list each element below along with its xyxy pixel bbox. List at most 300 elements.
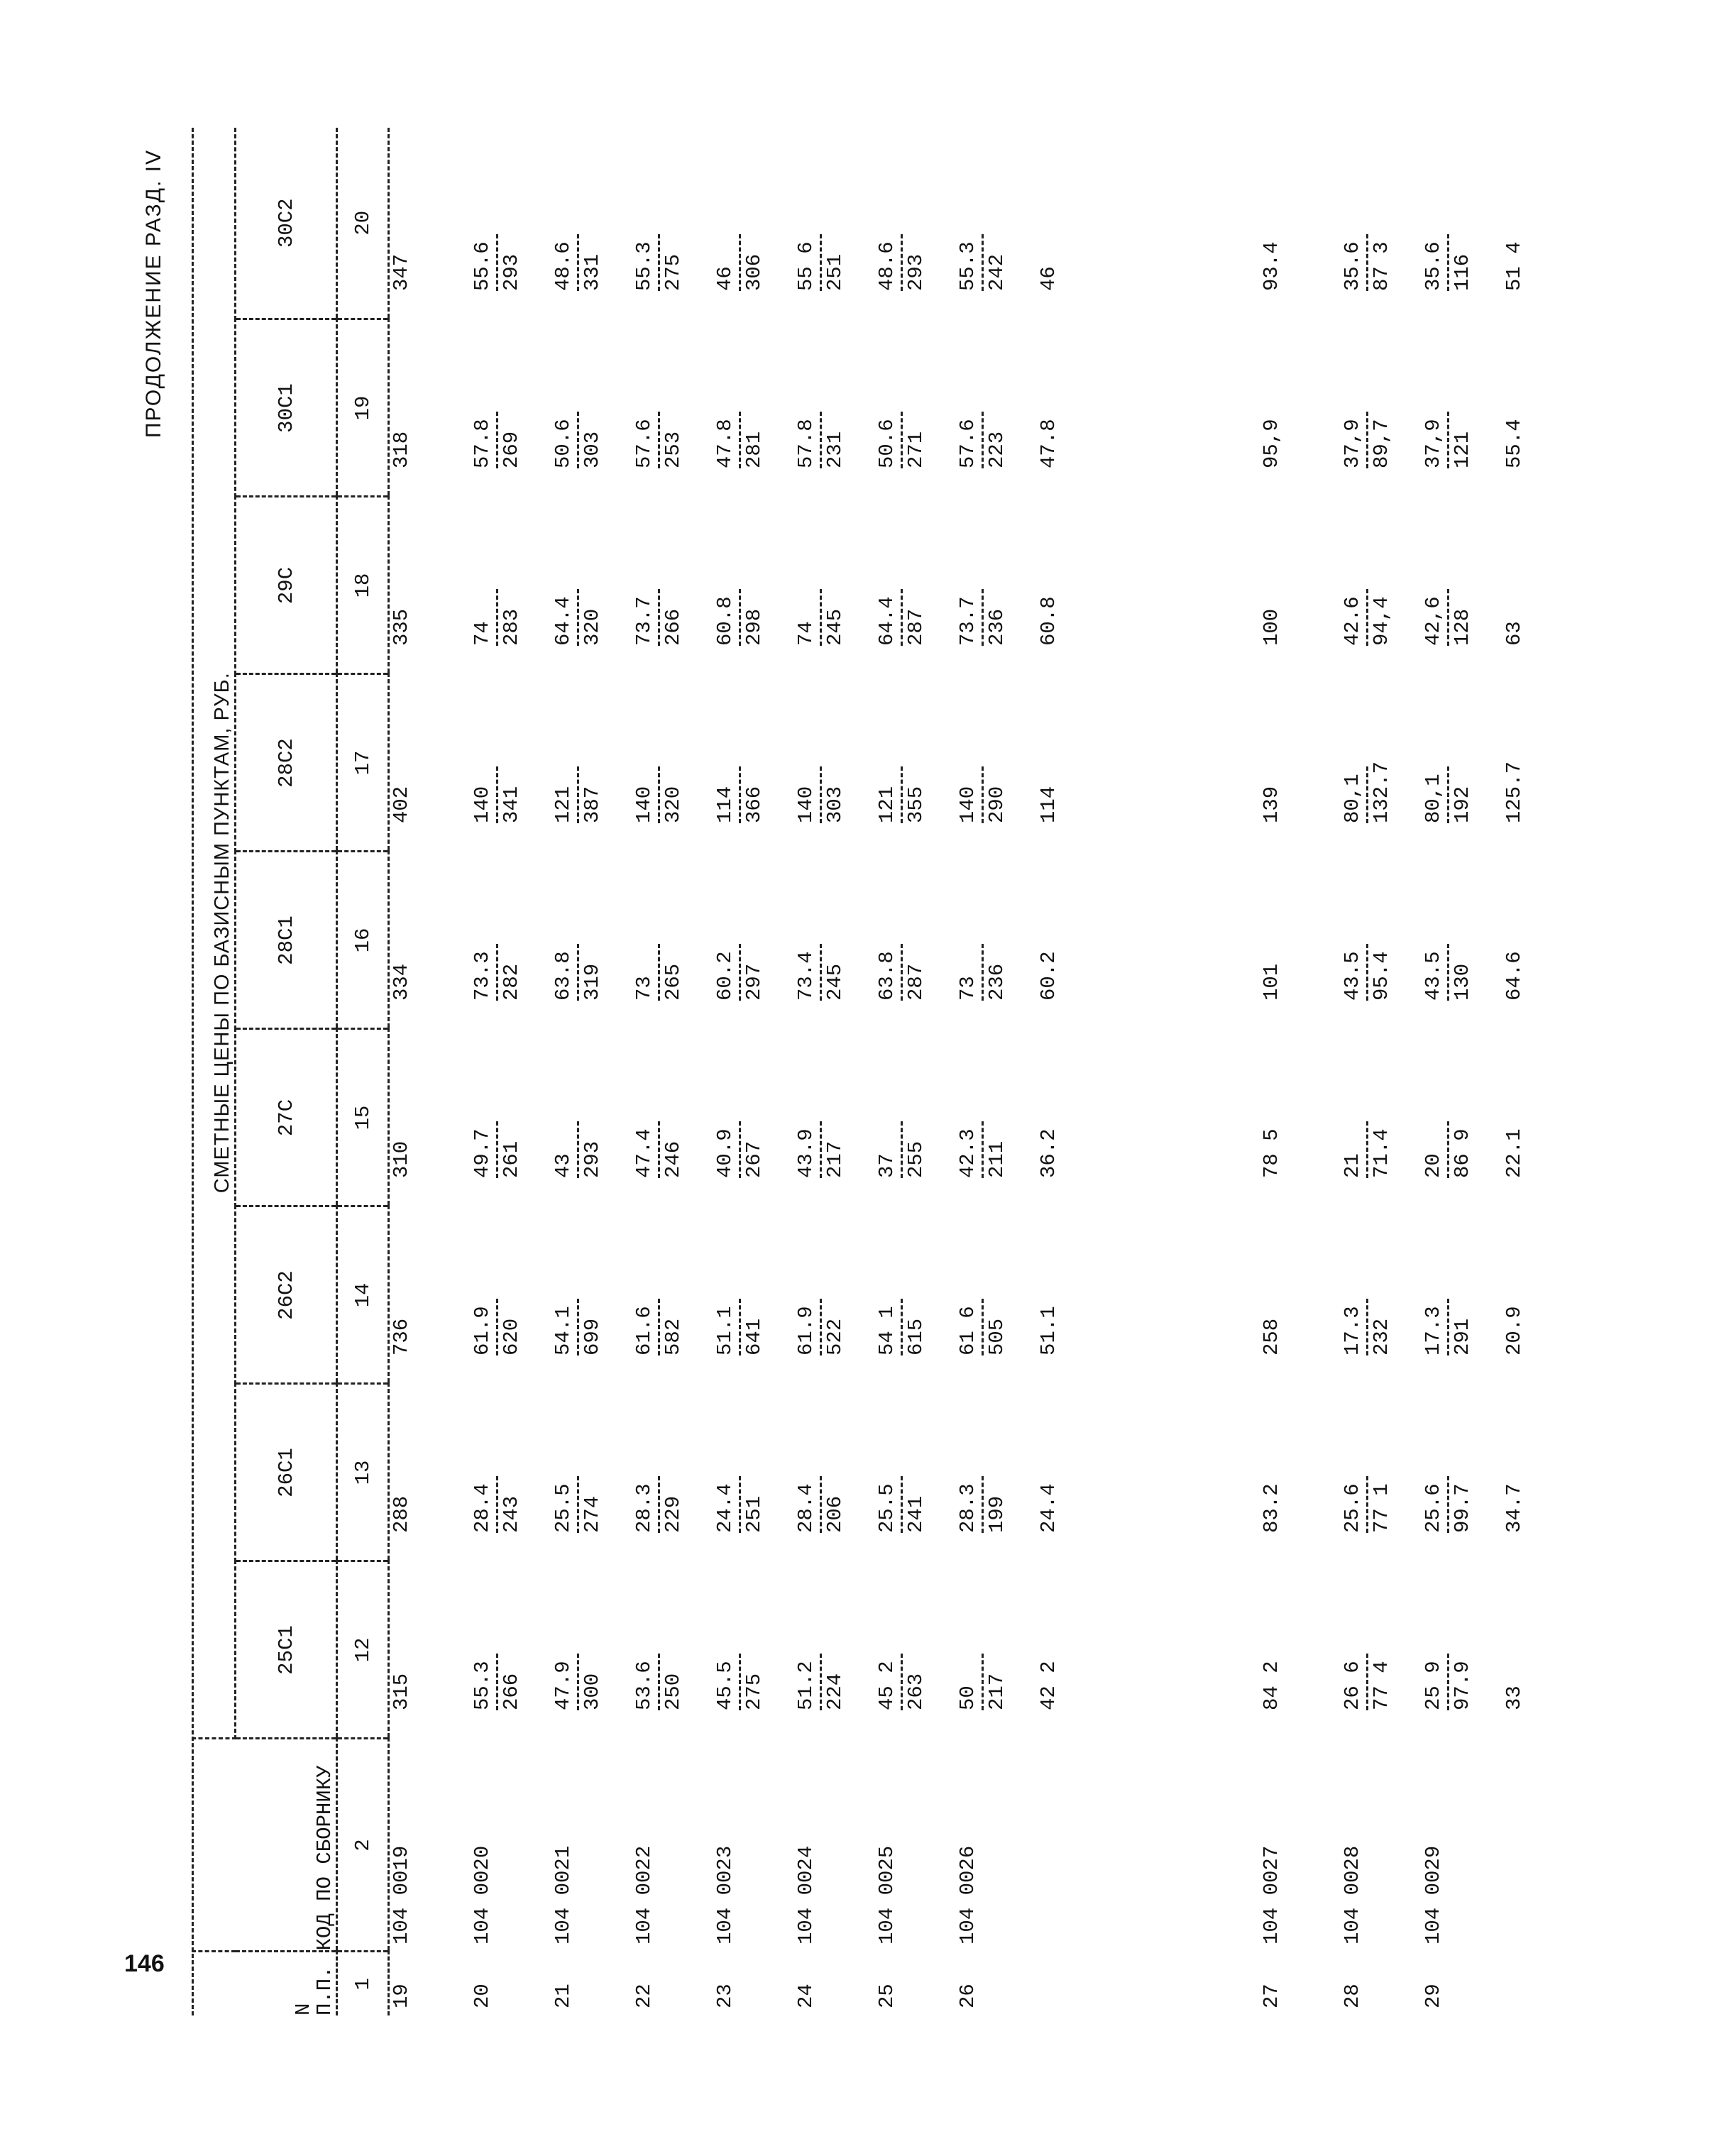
row-code: 104 0023 <box>713 1845 737 1945</box>
price-cell <box>1037 319 1118 497</box>
price-numerator: 17.3 <box>1422 1306 1445 1355</box>
price-denominator: 269 <box>500 431 523 468</box>
price-cell <box>551 1561 632 1739</box>
price-numerator: 42,6 <box>1422 596 1445 646</box>
row-code <box>1037 1739 1118 1952</box>
price-denominator: 281 <box>742 431 766 468</box>
price-numerator: 80,1 <box>1341 774 1364 823</box>
price-denominator: 87 3 <box>1370 241 1393 291</box>
price-denominator: 94,4 <box>1370 596 1393 646</box>
price-cell <box>875 1206 956 1384</box>
price-denominator: 263 <box>904 1673 928 1710</box>
column-number: 12 <box>337 1561 389 1739</box>
price-cell <box>1037 128 1118 319</box>
price-numerator: 25.6 <box>1422 1483 1445 1533</box>
price-cell <box>1341 1561 1422 1739</box>
continuation-heading: ПРОДОЛЖЕНИЕ РАЗД. IV <box>142 149 165 439</box>
price-cell <box>956 319 1037 497</box>
price-value: 335 <box>390 608 413 646</box>
column-header: 30С1 <box>236 319 337 497</box>
row-number: 20 <box>471 1984 494 2008</box>
price-numerator: 140 <box>632 786 656 823</box>
price-value: 36.2 <box>1037 1128 1060 1178</box>
price-denominator: 291 <box>1451 1318 1474 1355</box>
price-numerator: 28.3 <box>956 1483 979 1533</box>
row-number: 23 <box>713 1984 737 2008</box>
price-denominator: 641 <box>742 1318 766 1355</box>
price-cell <box>1502 1561 1583 1739</box>
price-cell <box>632 128 713 319</box>
price-numerator: 47.8 <box>713 419 737 468</box>
price-numerator: 140 <box>956 786 979 823</box>
price-numerator: 50.6 <box>875 419 899 468</box>
price-value: 64.6 <box>1502 951 1526 1001</box>
price-value: 20.9 <box>1502 1306 1526 1355</box>
price-numerator: 61.9 <box>794 1306 818 1355</box>
price-denominator: 224 <box>823 1673 847 1710</box>
price-numerator: 54 1 <box>875 1306 899 1355</box>
price-table <box>192 128 1583 2015</box>
price-denominator: 275 <box>742 1673 766 1710</box>
price-value: 63 <box>1502 621 1526 646</box>
price-denominator: 206 <box>823 1495 847 1533</box>
column-number: 2 <box>337 1739 389 1952</box>
price-value: 51 4 <box>1502 241 1526 291</box>
price-numerator: 47.4 <box>632 1128 656 1178</box>
price-cell <box>794 674 875 852</box>
row-number: 21 <box>551 1984 575 2008</box>
price-cell <box>389 852 471 1029</box>
price-cell <box>875 674 956 852</box>
table-row <box>389 128 471 2015</box>
price-denominator: 116 <box>1451 253 1474 291</box>
column-header: 26С1 <box>236 1384 337 1561</box>
price-numerator: 25.5 <box>551 1483 575 1533</box>
row-number: 26 <box>956 1984 979 2008</box>
row-code: 104 0019 <box>390 1845 413 1945</box>
price-numerator: 28.3 <box>632 1483 656 1533</box>
price-denominator: 319 <box>581 963 604 1001</box>
price-cell <box>1260 128 1341 319</box>
price-cell <box>389 1029 471 1206</box>
price-denominator: 86 9 <box>1451 1128 1474 1178</box>
column-number: 16 <box>337 852 389 1029</box>
column-header: 29С <box>236 497 337 674</box>
price-numerator: 49.7 <box>471 1128 494 1178</box>
row-number: 29 <box>1422 1984 1445 2008</box>
price-cell <box>713 1029 794 1206</box>
column-number: 15 <box>337 1029 389 1206</box>
price-numerator: 21 <box>1341 1153 1364 1178</box>
price-value: 47.8 <box>1037 419 1060 468</box>
price-value: 402 <box>390 786 413 823</box>
price-numerator: 63.8 <box>551 951 575 1001</box>
price-cell <box>713 128 794 319</box>
price-cell <box>875 497 956 674</box>
price-value: 100 <box>1260 608 1283 646</box>
price-denominator: 71.4 <box>1370 1128 1393 1178</box>
price-cell <box>875 852 956 1029</box>
price-value: 55.4 <box>1502 419 1526 468</box>
price-numerator: 42.6 <box>1341 596 1364 646</box>
price-cell <box>389 128 471 319</box>
price-cell <box>875 319 956 497</box>
price-numerator: 57.6 <box>956 419 979 468</box>
table-row <box>1341 128 1422 2015</box>
price-cell <box>632 1029 713 1206</box>
price-denominator: 293 <box>500 253 523 291</box>
price-cell <box>1037 1561 1118 1739</box>
price-value: 22.1 <box>1502 1128 1526 1178</box>
price-numerator: 37,9 <box>1341 419 1364 468</box>
row-code <box>1502 1739 1583 1952</box>
price-numerator: 43.5 <box>1422 951 1445 1001</box>
price-numerator: 73.3 <box>471 951 494 1001</box>
column-number: 14 <box>337 1206 389 1384</box>
price-numerator: 25.6 <box>1341 1483 1364 1533</box>
price-numerator: 48.6 <box>875 241 899 291</box>
code-header: КОД ПО СБОРНИКУ <box>192 1739 337 1952</box>
row-number: 28 <box>1341 1984 1364 2008</box>
price-cell <box>1341 1029 1422 1206</box>
price-denominator: 250 <box>661 1673 685 1710</box>
price-numerator: 73.4 <box>794 951 818 1001</box>
price-cell <box>1502 1206 1583 1384</box>
price-cell <box>956 128 1037 319</box>
price-denominator: 355 <box>904 786 928 823</box>
price-cell <box>1037 852 1118 1029</box>
price-value: 78 5 <box>1260 1128 1283 1178</box>
price-cell <box>1502 1384 1583 1561</box>
price-denominator: 522 <box>823 1318 847 1355</box>
price-cell <box>1260 1206 1341 1384</box>
price-denominator: 287 <box>904 608 928 646</box>
row-code: 104 0020 <box>471 1845 494 1945</box>
price-cell <box>471 319 551 497</box>
price-value: 101 <box>1260 963 1283 1001</box>
price-denominator: 243 <box>500 1495 523 1533</box>
price-numerator: 60.8 <box>713 596 737 646</box>
price-numerator: 35.6 <box>1422 241 1445 291</box>
price-denominator: 89,7 <box>1370 419 1393 468</box>
price-numerator: 24.4 <box>713 1483 737 1533</box>
price-denominator: 306 <box>742 253 766 291</box>
rotated-table-frame <box>142 128 1526 2015</box>
price-denominator: 290 <box>985 786 1009 823</box>
table-row <box>471 128 551 2015</box>
price-value: 318 <box>390 431 413 468</box>
row-code: 104 0022 <box>632 1845 656 1945</box>
price-denominator: 283 <box>500 608 523 646</box>
price-numerator: 26 6 <box>1341 1661 1364 1710</box>
price-cell <box>551 1384 632 1561</box>
price-cell <box>794 1029 875 1206</box>
price-denominator: 130 <box>1451 963 1474 1001</box>
price-numerator: 43.9 <box>794 1128 818 1178</box>
price-numerator: 64.4 <box>875 596 899 646</box>
price-denominator: 241 <box>904 1495 928 1533</box>
price-numerator: 74 <box>794 621 818 646</box>
price-denominator: 303 <box>581 431 604 468</box>
price-cell <box>1341 128 1422 319</box>
price-denominator: 275 <box>661 253 685 291</box>
price-cell <box>551 1206 632 1384</box>
price-denominator: 236 <box>985 963 1009 1001</box>
price-numerator: 73 <box>632 976 656 1001</box>
price-cell <box>471 1384 551 1561</box>
column-header: 25С1 <box>236 1561 337 1739</box>
price-cell <box>1502 674 1583 852</box>
price-numerator: 61 6 <box>956 1306 979 1355</box>
price-cell <box>632 1561 713 1739</box>
price-cell <box>713 319 794 497</box>
price-cell <box>632 674 713 852</box>
price-cell <box>551 674 632 852</box>
price-cell <box>1037 1206 1118 1384</box>
price-value: 334 <box>390 963 413 1001</box>
price-cell <box>875 1561 956 1739</box>
price-cell <box>1422 852 1502 1029</box>
price-cell <box>551 319 632 497</box>
price-numerator: 43 <box>551 1153 575 1178</box>
row-number: 19 <box>390 1984 413 2008</box>
price-value: 315 <box>390 1673 413 1710</box>
price-cell <box>713 1561 794 1739</box>
price-value: 125.7 <box>1502 761 1526 823</box>
price-cell <box>794 1384 875 1561</box>
price-cell <box>1422 674 1502 852</box>
row-number: 27 <box>1260 1984 1283 2008</box>
price-denominator: 282 <box>500 963 523 1001</box>
price-value: 60.2 <box>1037 951 1060 1001</box>
price-value: 736 <box>390 1318 413 1355</box>
column-header: 30С2 <box>236 128 337 319</box>
price-cell <box>1341 674 1422 852</box>
price-cell <box>551 852 632 1029</box>
price-denominator: 77 1 <box>1370 1483 1393 1533</box>
table-row <box>1037 128 1118 2015</box>
price-denominator: 245 <box>823 608 847 646</box>
price-cell <box>956 852 1037 1029</box>
price-denominator: 231 <box>823 431 847 468</box>
price-numerator: 55.3 <box>956 241 979 291</box>
price-denominator: 253 <box>661 431 685 468</box>
row-number <box>1037 1952 1118 2015</box>
price-denominator: 287 <box>904 963 928 1001</box>
price-denominator: 255 <box>904 1140 928 1178</box>
price-cell <box>713 1206 794 1384</box>
price-denominator: 192 <box>1451 786 1474 823</box>
price-denominator: 217 <box>985 1673 1009 1710</box>
price-denominator: 236 <box>985 608 1009 646</box>
price-denominator: 223 <box>985 431 1009 468</box>
price-denominator: 266 <box>500 1673 523 1710</box>
price-numerator: 37,9 <box>1422 419 1445 468</box>
price-cell <box>1341 1384 1422 1561</box>
price-cell <box>875 1029 956 1206</box>
price-cell <box>1037 1384 1118 1561</box>
price-cell <box>956 1206 1037 1384</box>
price-numerator: 73.7 <box>632 596 656 646</box>
row-code: 104 0029 <box>1422 1845 1445 1945</box>
price-cell <box>389 1561 471 1739</box>
price-numerator: 54.1 <box>551 1306 575 1355</box>
price-numerator: 73 <box>956 976 979 1001</box>
row-number: 22 <box>632 1984 656 2008</box>
price-cell <box>956 1384 1037 1561</box>
price-value: 83.2 <box>1260 1483 1283 1533</box>
price-cell <box>389 319 471 497</box>
row-code: 104 0021 <box>551 1845 575 1945</box>
price-cell <box>794 1206 875 1384</box>
price-value: 24.4 <box>1037 1483 1060 1533</box>
price-cell <box>956 1029 1037 1206</box>
price-cell <box>632 319 713 497</box>
price-denominator: 274 <box>581 1495 604 1533</box>
table-row <box>713 128 794 2015</box>
price-numerator: 121 <box>875 786 899 823</box>
price-numerator: 57.8 <box>471 419 494 468</box>
page-number: 146 <box>124 1950 165 1977</box>
price-numerator: 51.2 <box>794 1661 818 1710</box>
price-cell <box>389 1206 471 1384</box>
price-denominator: 265 <box>661 963 685 1001</box>
price-cell <box>632 1206 713 1384</box>
table-row <box>794 128 875 2015</box>
price-denominator: 293 <box>904 253 928 291</box>
price-cell <box>1422 128 1502 319</box>
price-cell <box>1502 1029 1583 1206</box>
price-numerator: 140 <box>794 786 818 823</box>
price-value: 51.1 <box>1037 1306 1060 1355</box>
price-numerator: 17.3 <box>1341 1306 1364 1355</box>
price-numerator: 51.1 <box>713 1306 737 1355</box>
column-header: 27С <box>236 1029 337 1206</box>
price-denominator: 582 <box>661 1318 685 1355</box>
price-value: 310 <box>390 1140 413 1178</box>
price-value: 288 <box>390 1495 413 1533</box>
price-cell <box>1422 1029 1502 1206</box>
price-cell <box>471 1561 551 1739</box>
price-denominator: 128 <box>1451 608 1474 646</box>
price-cell <box>1502 497 1583 674</box>
price-denominator: 300 <box>581 1673 604 1710</box>
price-numerator: 53.6 <box>632 1661 656 1710</box>
price-cell <box>1341 319 1422 497</box>
price-cell <box>875 128 956 319</box>
table-row <box>956 128 1037 2015</box>
price-cell <box>794 1561 875 1739</box>
price-denominator: 366 <box>742 786 766 823</box>
price-cell <box>632 497 713 674</box>
row-code: 104 0024 <box>794 1845 818 1945</box>
column-header: 28С1 <box>236 852 337 1029</box>
price-denominator: 505 <box>985 1318 1009 1355</box>
price-value: 34.7 <box>1502 1483 1526 1533</box>
price-denominator: 615 <box>904 1318 928 1355</box>
price-numerator: 48.6 <box>551 241 575 291</box>
price-numerator: 73.7 <box>956 596 979 646</box>
column-header: 28С2 <box>236 674 337 852</box>
price-cell <box>632 852 713 1029</box>
price-numerator: 63.8 <box>875 951 899 1001</box>
price-cell <box>794 319 875 497</box>
price-numerator: 37 <box>875 1153 899 1178</box>
price-cell <box>551 1029 632 1206</box>
column-number: 13 <box>337 1384 389 1561</box>
row-code: 104 0026 <box>956 1845 979 1945</box>
price-value: 139 <box>1260 786 1283 823</box>
price-denominator: 245 <box>823 963 847 1001</box>
price-cell <box>1260 1029 1341 1206</box>
price-cell <box>389 674 471 852</box>
row-number <box>1502 1952 1583 2015</box>
price-numerator: 61.9 <box>471 1306 494 1355</box>
price-group-header: СМЕТНЫЕ ЦЕНЫ ПО БАЗИСНЫМ ПУНКТАМ, РУБ. <box>192 128 236 1739</box>
price-denominator: 229 <box>661 1495 685 1533</box>
price-cell <box>956 497 1037 674</box>
price-denominator: 99.7 <box>1451 1483 1474 1533</box>
price-value: 42 2 <box>1037 1661 1060 1710</box>
price-cell <box>956 674 1037 852</box>
price-denominator: 246 <box>661 1140 685 1178</box>
price-numerator: 80,1 <box>1422 774 1445 823</box>
price-denominator: 267 <box>742 1140 766 1178</box>
price-cell <box>1037 1029 1118 1206</box>
price-cell <box>1260 1384 1341 1561</box>
price-cell <box>794 497 875 674</box>
price-value: 258 <box>1260 1318 1283 1355</box>
price-denominator: 217 <box>823 1140 847 1178</box>
price-numerator: 40.9 <box>713 1128 737 1178</box>
price-numerator: 114 <box>713 786 737 823</box>
price-denominator: 320 <box>581 608 604 646</box>
price-denominator: 271 <box>904 431 928 468</box>
price-cell <box>713 1384 794 1561</box>
price-numerator: 57.6 <box>632 419 656 468</box>
price-cell <box>1422 1561 1502 1739</box>
row-code: 104 0027 <box>1260 1845 1283 1945</box>
price-cell <box>471 497 551 674</box>
price-value: 46 <box>1037 266 1060 291</box>
price-numerator: 45 2 <box>875 1661 899 1710</box>
price-numerator: 20 <box>1422 1153 1445 1178</box>
column-number: 17 <box>337 674 389 852</box>
price-numerator: 60.2 <box>713 951 737 1001</box>
price-cell <box>1422 319 1502 497</box>
price-cell <box>471 674 551 852</box>
price-cell <box>1260 1561 1341 1739</box>
price-value: 33 <box>1502 1685 1526 1710</box>
price-denominator: 251 <box>742 1495 766 1533</box>
price-cell <box>471 1206 551 1384</box>
table-row <box>551 128 632 2015</box>
price-cell <box>1422 1206 1502 1384</box>
price-denominator: 293 <box>581 1140 604 1178</box>
table-row <box>1502 128 1583 2015</box>
price-denominator: 95.4 <box>1370 951 1393 1001</box>
price-cell <box>1502 128 1583 319</box>
price-numerator: 55.3 <box>471 1661 494 1710</box>
price-cell <box>713 497 794 674</box>
price-numerator: 74 <box>471 621 494 646</box>
price-denominator: 77 4 <box>1370 1661 1393 1710</box>
price-cell <box>471 128 551 319</box>
price-denominator: 699 <box>581 1318 604 1355</box>
price-numerator: 46 <box>713 266 737 291</box>
price-denominator: 251 <box>823 253 847 291</box>
table-row <box>632 128 713 2015</box>
